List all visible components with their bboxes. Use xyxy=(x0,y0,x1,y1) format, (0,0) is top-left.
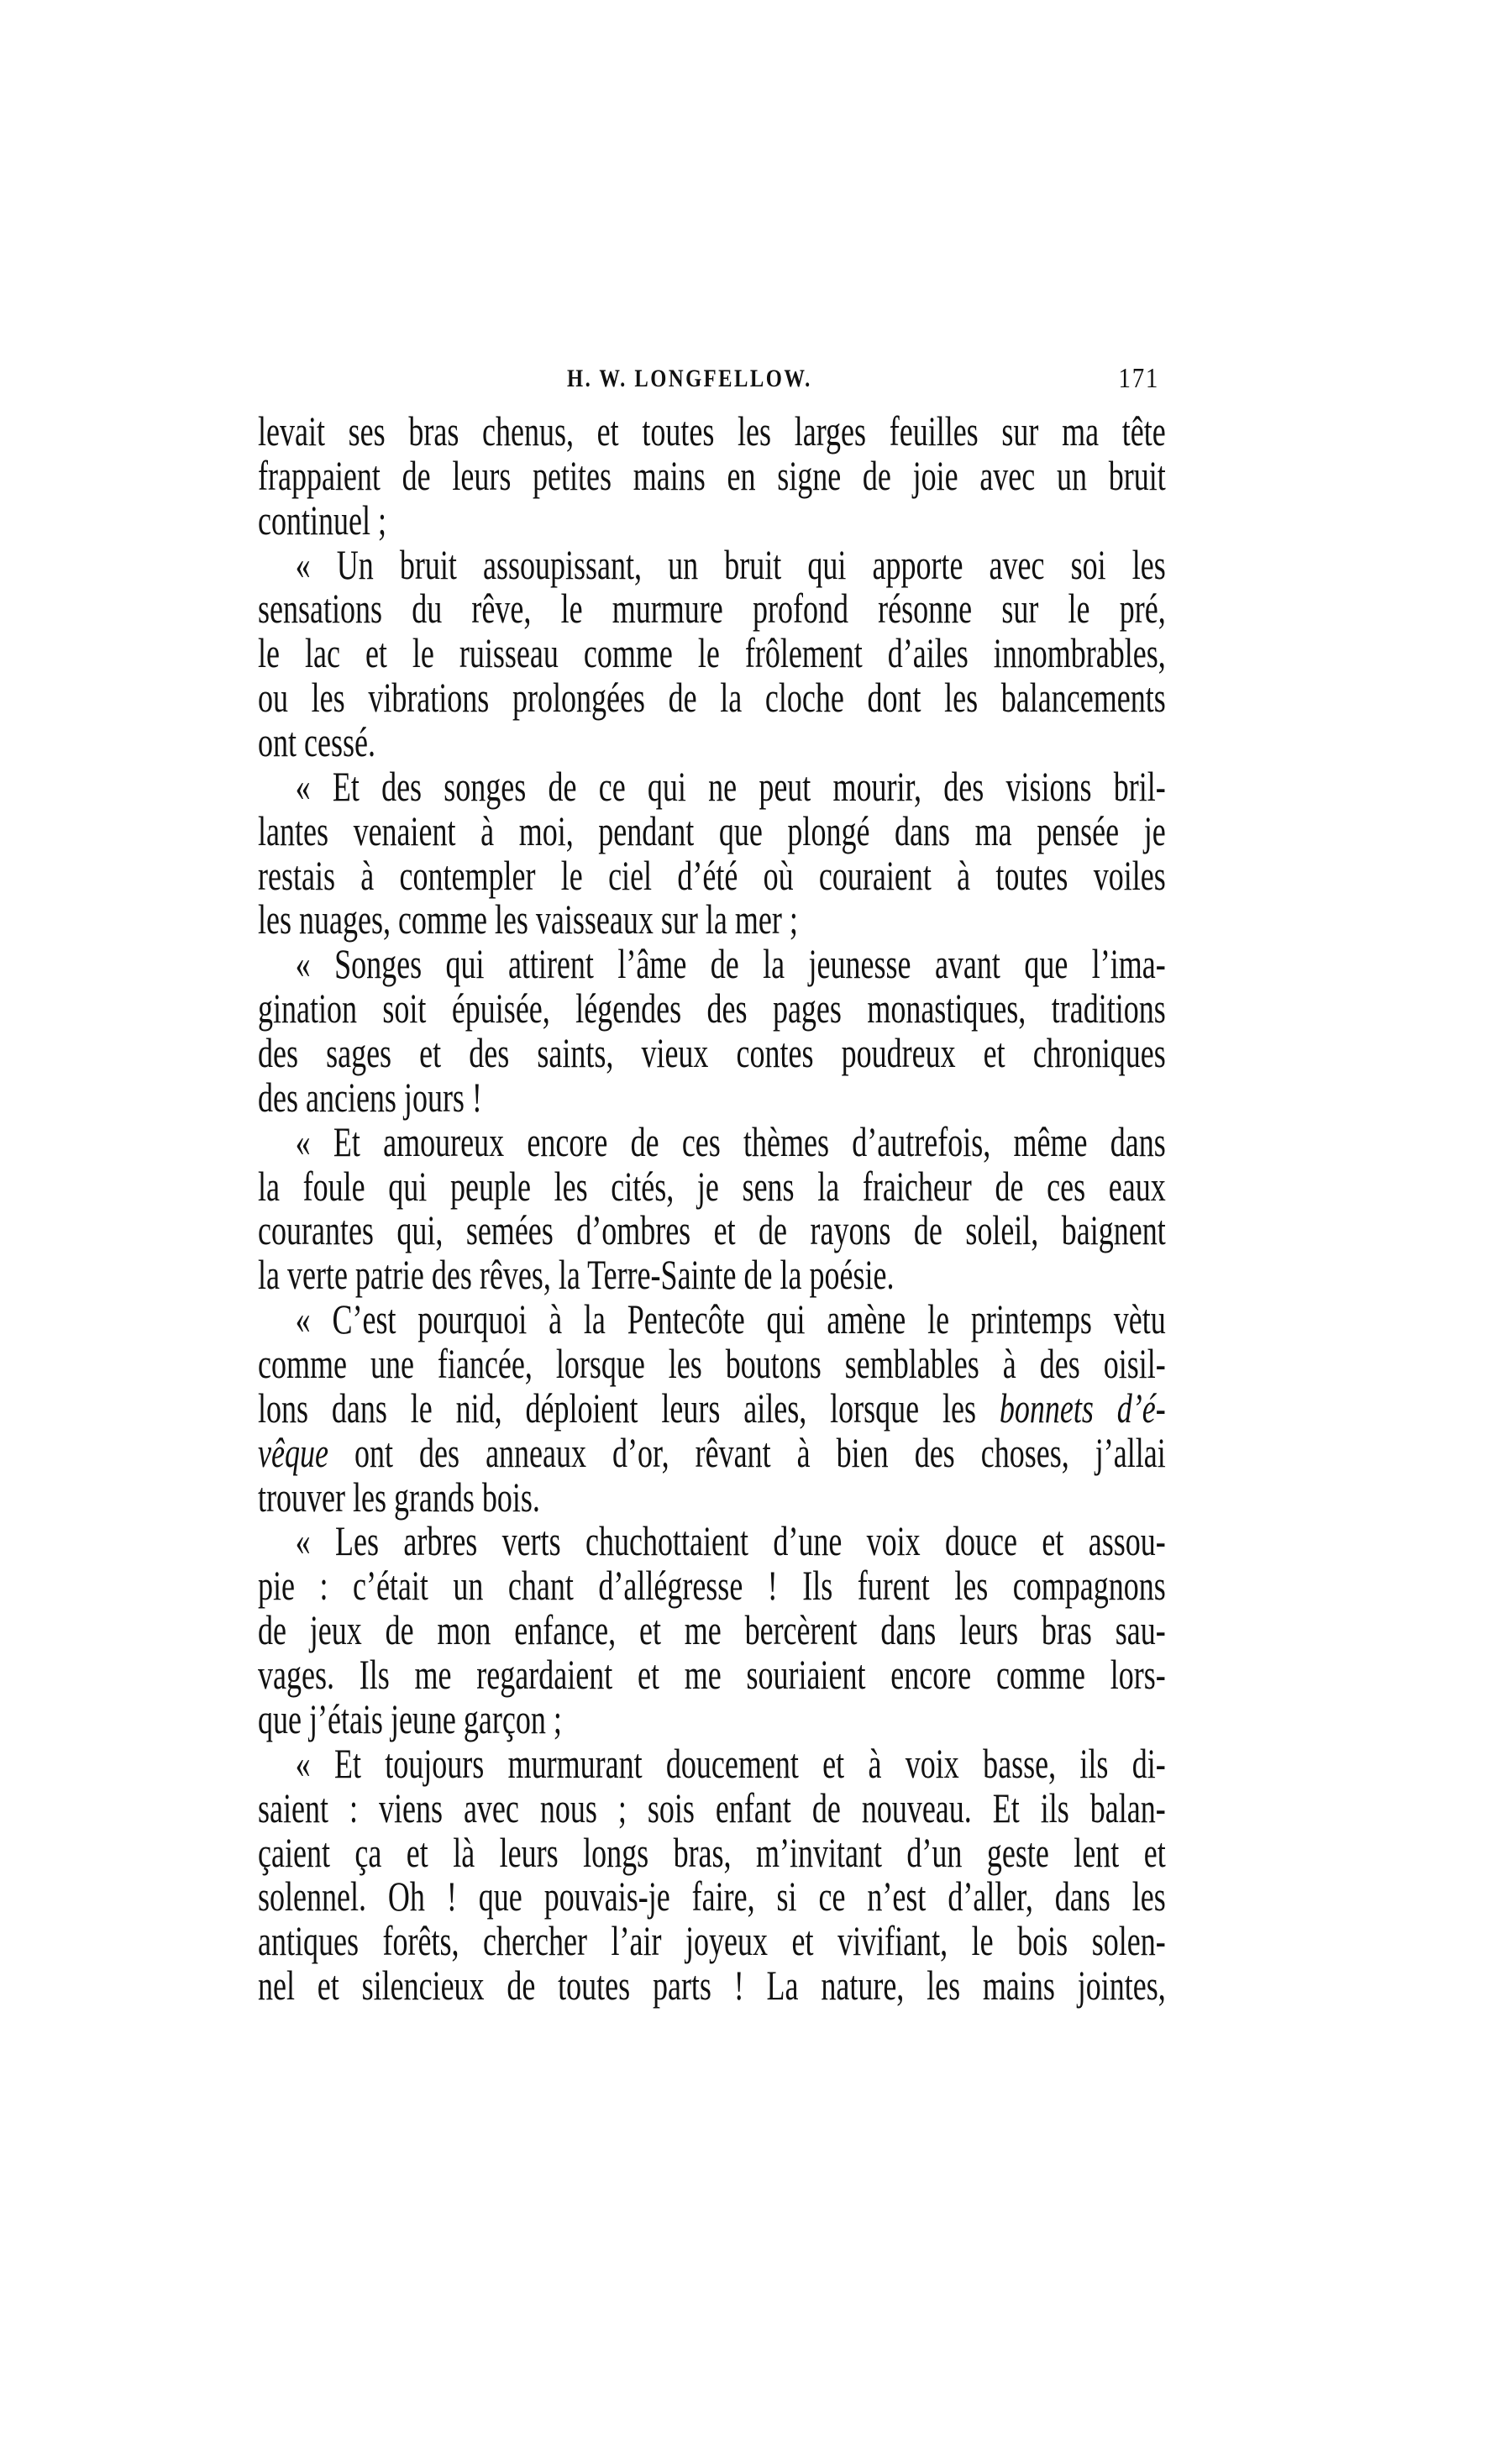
text-line xyxy=(258,1875,1166,1920)
line-text: « Un bruit assoupissant, un bruit qui apporte avec soi les xyxy=(295,540,1166,588)
line-text: la verte patrie des rêves, la Terre-Sainte de la poésie. xyxy=(258,1251,895,1299)
text-line xyxy=(258,629,1166,677)
text-line-content xyxy=(258,1873,1166,1920)
text-line-content xyxy=(258,1251,1166,1299)
text-line xyxy=(258,1964,1166,2009)
text-line-content xyxy=(258,1651,1166,1699)
text-line xyxy=(258,1653,1166,1698)
text-line-content xyxy=(258,1073,1166,1121)
text-line-content xyxy=(258,851,1166,899)
text-line xyxy=(258,407,1166,454)
text-line xyxy=(258,1828,1166,1876)
text-line-content xyxy=(258,1828,1166,1876)
text-line xyxy=(258,718,1166,766)
line-text: ont des anneaux d’or, rêvant à bien des choses, j’allai xyxy=(354,1428,1166,1476)
text-line-content xyxy=(258,1029,1166,1077)
line-text: çaient ça et là leurs longs bras, m’invitant d’un geste lent et xyxy=(258,1828,1166,1876)
running-title: H. W. LONGFELLOW. xyxy=(567,365,812,392)
line-text: nel et silencieux de toutes parts ! La nature, les mains jointes, xyxy=(258,1962,1166,2010)
line-text: « Les arbres verts chuchottaient d’une voix douce et assou- xyxy=(295,1517,1166,1565)
page-number: 171 xyxy=(1118,363,1159,394)
line-text: « Et toujours murmurant doucement et à voix basse, ils di- xyxy=(295,1739,1166,1787)
text-line xyxy=(258,496,1166,544)
text-line xyxy=(258,1917,1166,1965)
line-text: courantes qui, semées d’ombres et de rayons de soleil, baignent xyxy=(258,1206,1166,1254)
text-line-content xyxy=(258,585,1166,633)
text-line-content xyxy=(258,1384,1166,1432)
text-line xyxy=(258,1784,1166,1831)
text-line xyxy=(258,806,1166,854)
text-line-content xyxy=(258,1517,1166,1565)
text-line xyxy=(258,451,1166,499)
text-line xyxy=(258,1694,1166,1742)
line-text: sensations du rêve, le murmure profond résonne sur le pré, xyxy=(258,585,1166,633)
text-line xyxy=(258,1428,1166,1476)
text-line-content xyxy=(258,1162,1166,1210)
text-line xyxy=(258,1206,1166,1254)
text-line-content xyxy=(258,407,1166,454)
text-line-content xyxy=(258,1694,1166,1742)
text-line-content xyxy=(258,540,1166,588)
text-line xyxy=(258,1384,1166,1432)
line-text: « Et des songes de ce qui ne peut mourir, des visions bril- xyxy=(295,762,1166,810)
text-line xyxy=(258,987,1166,1032)
text-line xyxy=(258,1517,1166,1565)
text-line-content xyxy=(258,1473,1166,1521)
line-text: que j’étais jeune garçon ; xyxy=(258,1694,562,1742)
text-line xyxy=(258,1117,1166,1165)
line-text: des anciens jours ! xyxy=(258,1073,482,1121)
text-line xyxy=(258,1162,1166,1210)
line-text: frappaient de leurs petites mains en signe de joie avec un bruit xyxy=(258,451,1166,499)
text-line-content xyxy=(258,985,1166,1032)
text-line-content xyxy=(258,896,1166,943)
line-text: solennel. Oh ! que pouvais-je faire, si ce n’est d’aller, dans les xyxy=(258,1873,1166,1920)
text-line xyxy=(258,1606,1166,1654)
text-line-content xyxy=(258,1962,1166,2010)
line-text: lons dans le nid, déploient leurs ailes, lorsque les xyxy=(258,1384,976,1432)
line-text: des sages et des saints, vieux contes poudreux et chroniques xyxy=(258,1029,1166,1077)
text-line xyxy=(258,1473,1166,1521)
line-text: la foule qui peuple les cités, je sens la fraicheur de ces eaux xyxy=(258,1162,1166,1210)
line-text: saient : viens avec nous ; sois enfant de nouveau. Et ils balan- xyxy=(258,1784,1166,1831)
text-line-content xyxy=(258,806,1166,854)
text-line-content xyxy=(258,1117,1166,1165)
text-line xyxy=(258,587,1166,632)
text-line xyxy=(258,1073,1166,1121)
line-text: continuel ; xyxy=(258,496,386,544)
text-line xyxy=(258,1739,1166,1787)
text-line xyxy=(258,1253,1166,1298)
line-text: ou les vibrations prolongées de la cloche dont les balancements xyxy=(258,674,1166,722)
text-line xyxy=(258,676,1166,721)
text-line-content xyxy=(258,1340,1166,1388)
italic-phrase: bonnets d’é- xyxy=(999,1384,1166,1432)
line-text: gination soit épuisée, légendes des pages monastiques, traditions xyxy=(258,985,1166,1032)
line-text: restais à contempler le ciel d’été où couraient à toutes voiles xyxy=(258,851,1166,899)
text-line-content xyxy=(258,1562,1166,1610)
text-line xyxy=(258,1029,1166,1077)
text-line-content xyxy=(258,496,1166,544)
text-line-content xyxy=(258,1917,1166,1965)
text-line xyxy=(258,851,1166,899)
text-line-content xyxy=(258,762,1166,810)
text-line xyxy=(258,1342,1166,1387)
italic-phrase: vêque xyxy=(258,1428,328,1476)
line-text: comme une fiancée, lorsque les boutons semblables à des oisil- xyxy=(258,1340,1166,1388)
text-line xyxy=(258,1564,1166,1609)
line-text: pie : c’était un chant d’allégresse ! Ils furent les compagnons xyxy=(258,1562,1166,1610)
text-line xyxy=(258,940,1166,988)
text-line-content xyxy=(258,1606,1166,1654)
text-line-content xyxy=(258,940,1166,988)
line-text: trouver les grands bois. xyxy=(258,1473,540,1521)
line-text: vages. Ils me regardaient et me souriaient encore comme lors- xyxy=(258,1651,1166,1699)
text-line-content xyxy=(258,674,1166,722)
line-text: lantes venaient à moi, pendant que plongé dans ma pensée je xyxy=(258,806,1166,854)
text-line xyxy=(258,762,1166,810)
line-text: les nuages, comme les vaisseaux sur la mer ; xyxy=(258,896,798,943)
text-line-content xyxy=(258,629,1166,677)
line-text: « Songes qui attirent l’âme de la jeunesse avant que l’ima- xyxy=(295,940,1166,988)
text-line xyxy=(258,540,1166,588)
text-line-content xyxy=(258,1428,1166,1476)
line-text: le lac et le ruisseau comme le frôlement d’ailes innombrables, xyxy=(258,629,1166,677)
text-line-content xyxy=(258,1784,1166,1831)
text-line xyxy=(258,1295,1166,1343)
text-line-content xyxy=(258,1739,1166,1787)
running-head xyxy=(258,365,1166,393)
line-text: ont cessé. xyxy=(258,718,375,766)
line-text: levait ses bras chenus, et toutes les larges feuilles sur ma tête xyxy=(258,407,1166,454)
line-text: « Et amoureux encore de ces thèmes d’autrefois, même dans xyxy=(295,1117,1166,1165)
line-text: « C’est pourquoi à la Pentecôte qui amène le printemps vètu xyxy=(295,1295,1166,1343)
text-line-content xyxy=(258,1295,1166,1343)
text-line-content xyxy=(258,1206,1166,1254)
text-line xyxy=(258,898,1166,943)
body-text xyxy=(258,407,1166,2010)
text-line-content xyxy=(258,451,1166,499)
text-line-content xyxy=(258,718,1166,766)
line-text: de jeux de mon enfance, et me bercèrent dans leurs bras sau- xyxy=(258,1606,1166,1654)
line-text: antiques forêts, chercher l’air joyeux et vivifiant, le bois solen- xyxy=(258,1917,1166,1965)
